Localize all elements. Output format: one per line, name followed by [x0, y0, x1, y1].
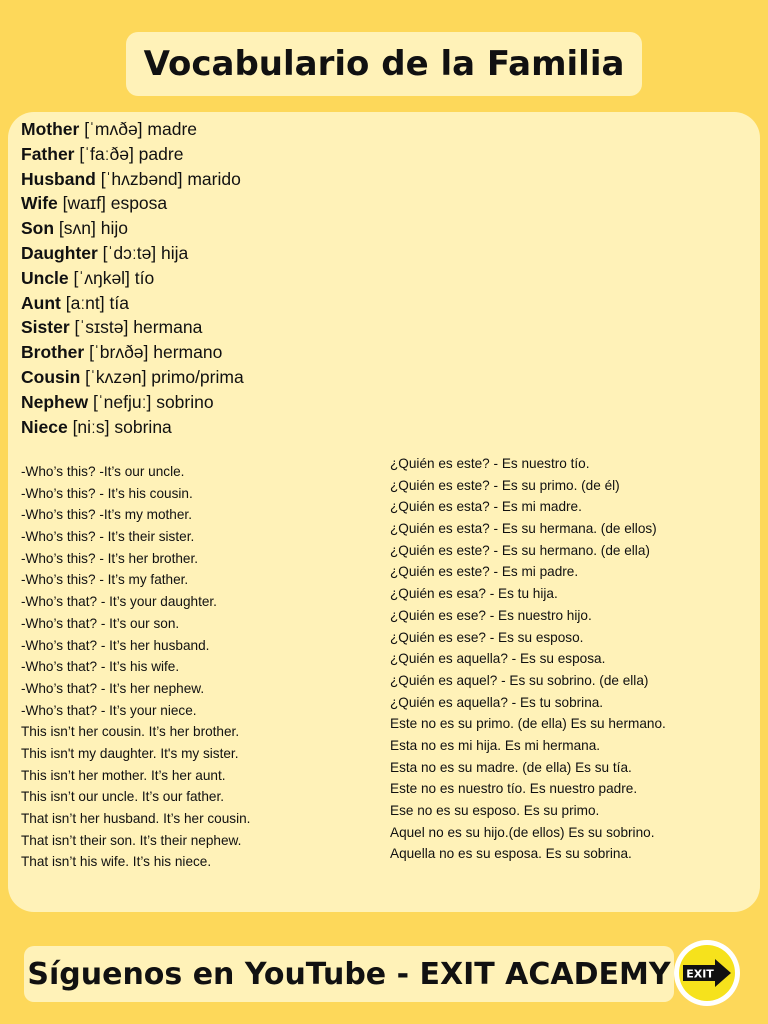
vocab-item	[21, 142, 244, 167]
footer-banner	[24, 946, 674, 1002]
vocab-word: Niece	[21, 416, 68, 437]
page-title: Vocabulario de la Familia	[143, 44, 625, 84]
vocab-pronunciation-translation: [ˈʌŋkəl] tío	[68, 267, 155, 288]
vocab-pronunciation-translation: [niːs] sobrina	[67, 416, 172, 437]
spanish-sentence: Aquella no es su esposa. Es su sobrina.	[390, 846, 632, 862]
vocab-item	[21, 241, 244, 266]
vocab-word: Sister	[21, 317, 70, 338]
vocab-pronunciation-translation: [sʌn] hijo	[54, 218, 128, 239]
logo-text: EXIT	[686, 967, 714, 981]
vocab-word: Cousin	[21, 366, 81, 387]
english-sentence: -Who’s this? - It’s his cousin.	[21, 485, 193, 501]
english-sentence: That isn’t his wife. It’s his niece.	[21, 854, 212, 870]
vocab-word: Daughter	[21, 242, 98, 263]
footer-text: Síguenos en YouTube - EXIT ACADEMY	[27, 956, 671, 992]
english-sentences	[21, 461, 250, 873]
vocab-word: Brother	[21, 342, 85, 363]
spanish-sentence: ¿Quién es aquella? - Es su esposa.	[390, 651, 606, 667]
vocab-item	[21, 390, 244, 415]
vocab-item	[21, 167, 244, 192]
english-sentence: -Who’s that? - It’s his wife.	[21, 659, 180, 675]
spanish-sentence: Este no es su primo. (de ella) Es su hermano.	[390, 716, 666, 732]
english-sentence: This isn't my daughter. It's my sister.	[21, 745, 239, 761]
spanish-sentence: ¿Quién es aquella? - Es tu sobrina.	[390, 694, 604, 710]
vocab-pronunciation-translation: [ˈbrʌðə] hermano	[84, 342, 223, 363]
english-sentence: This isn’t our uncle. It’s our father.	[21, 789, 224, 805]
english-sentence: -Who’s that? - It’s her nephew.	[21, 680, 205, 696]
vocab-item	[21, 191, 244, 216]
spanish-sentences	[390, 453, 666, 865]
spanish-sentence: ¿Quién es esta? - Es mi madre.	[390, 499, 582, 515]
vocab-word: Uncle	[21, 267, 69, 288]
spanish-sentence: Esta no es su madre. (de ella) Es su tía.	[390, 759, 632, 775]
vocab-word: Father	[21, 143, 75, 164]
vocab-word: Aunt	[21, 292, 61, 313]
vocab-word: Mother	[21, 119, 80, 139]
english-sentence: -Who’s that? - It’s our son.	[21, 615, 180, 631]
vocab-word: Husband	[21, 168, 96, 189]
english-sentence: -Who’s this? - It’s my father.	[21, 572, 189, 588]
english-sentence: That isn’t her husband. It’s her cousin.	[21, 811, 251, 826]
spanish-sentence: Aquel no es su hijo.(de ellos) Es su sobrino.	[390, 824, 655, 840]
spanish-sentence: ¿Quién es este? - Es mi padre.	[390, 564, 579, 580]
english-sentence: -Who’s that? - It’s your niece.	[21, 702, 197, 718]
vocab-item	[21, 340, 244, 365]
vocab-item	[21, 315, 244, 340]
vocabulary-list	[21, 117, 244, 439]
vocab-pronunciation-translation: [ˈmʌðə] madre	[79, 119, 198, 139]
vocab-item	[21, 266, 244, 291]
english-sentence: -Who’s this? - It’s their sister.	[21, 529, 195, 545]
english-sentence: This isn’t her cousin. It’s her brother.	[21, 724, 240, 740]
vocab-word: Nephew	[21, 391, 89, 412]
vocab-item	[21, 117, 244, 142]
spanish-sentence: ¿Quién es esta? - Es su hermana. (de ellos)	[390, 521, 657, 537]
spanish-sentence: Esta no es mi hija. Es mi hermana.	[390, 737, 601, 753]
vocab-pronunciation-translation: [aːnt] tía	[60, 292, 129, 313]
exit-academy-logo	[674, 940, 740, 1006]
vocab-word: Son	[21, 218, 55, 239]
spanish-sentence: ¿Quién es aquel? - Es su sobrino. (de ella)	[390, 672, 649, 688]
title-banner	[126, 32, 642, 96]
vocab-pronunciation-translation: [ˈhʌzbənd] marido	[95, 168, 241, 189]
vocab-pronunciation-translation: [ˈkʌzən] primo/prima	[80, 366, 244, 387]
vocab-pronunciation-translation: [ˈsɪstə] hermana	[69, 317, 203, 338]
vocab-pronunciation-translation: [ˈdɔːtə] hija	[97, 242, 189, 263]
vocab-item	[21, 415, 244, 440]
vocab-item	[21, 216, 244, 241]
vocab-word: Wife	[21, 193, 58, 214]
english-sentence: -Who’s this? -It’s my mother.	[21, 507, 192, 523]
spanish-sentence: Ese no es su esposo. Es su primo.	[390, 803, 600, 818]
spanish-sentence: Este no es nuestro tío. Es nuestro padre.	[390, 781, 638, 797]
spanish-sentence: ¿Quién es esa? - Es tu hija.	[390, 586, 558, 602]
spanish-sentence: ¿Quién es este? - Es nuestro tío.	[390, 456, 590, 471]
english-sentence: That isn’t their son. It’s their nephew.	[21, 832, 242, 848]
spanish-sentence: ¿Quién es este? - Es su hermano. (de ella)	[390, 542, 650, 558]
english-sentence: -Who’s that? - It’s your daughter.	[21, 594, 217, 610]
vocab-item	[21, 291, 244, 316]
english-sentence: This isn’t her mother. It’s her aunt.	[21, 767, 226, 783]
spanish-sentence: ¿Quién es ese? - Es su esposo.	[390, 629, 584, 645]
vocab-pronunciation-translation: [waɪf] esposa	[57, 193, 168, 214]
vocab-pronunciation-translation: [ˈfaːðə] padre	[74, 143, 184, 164]
spanish-sentence: ¿Quién es ese? - Es nuestro hijo.	[390, 607, 592, 623]
vocab-item	[21, 365, 244, 390]
english-sentence: -Who’s that? - It’s her husband.	[21, 637, 210, 653]
spanish-sentence: ¿Quién es este? - Es su primo. (de él)	[390, 477, 620, 493]
english-sentence: -Who’s this? -It’s our uncle.	[21, 464, 185, 479]
exit-arrow-icon	[681, 958, 733, 988]
vocab-pronunciation-translation: [ˈnefjuː] sobrino	[88, 391, 214, 412]
english-sentence: -Who’s this? - It’s her brother.	[21, 550, 199, 566]
